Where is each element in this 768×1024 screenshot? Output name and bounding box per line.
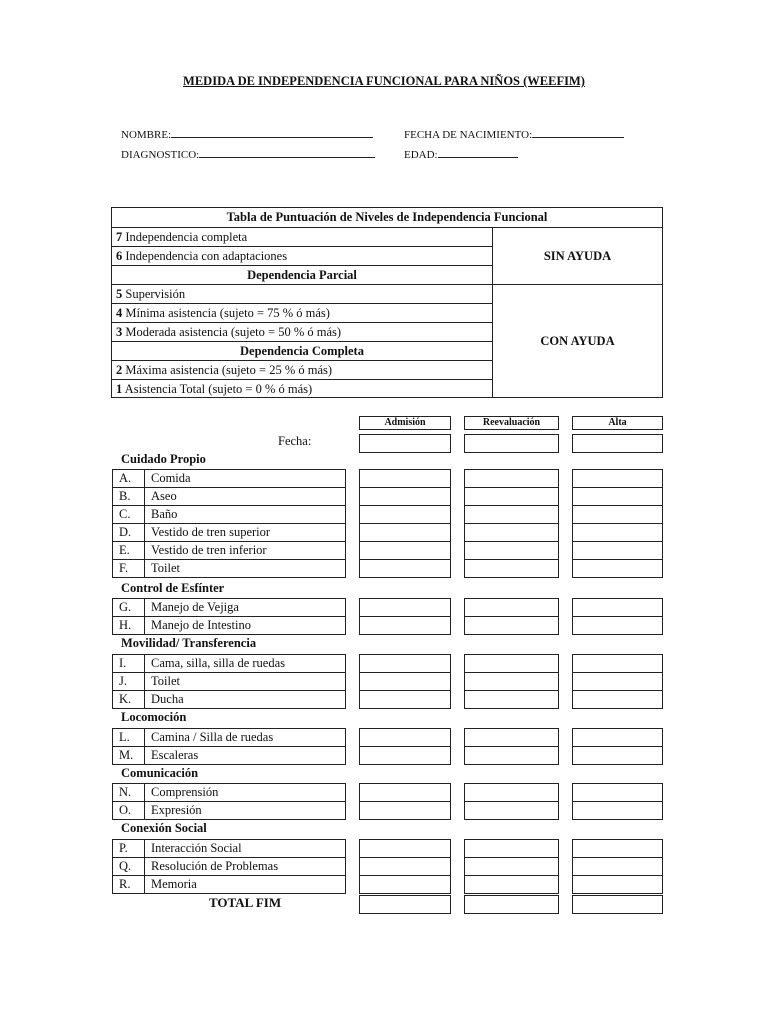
item-name: Cama, silla, silla de ruedas [151, 656, 285, 670]
fecha-nacimiento-field[interactable] [404, 128, 624, 141]
score-cell-alta[interactable] [572, 469, 663, 488]
score-cell-admision[interactable] [359, 487, 451, 506]
score-cell-reevaluacion[interactable] [464, 728, 559, 747]
item-letter: O. [113, 802, 145, 819]
level-row [112, 246, 492, 265]
item-name: Aseo [151, 489, 177, 503]
diagnostico-line [199, 148, 375, 158]
score-cell-reevaluacion[interactable] [464, 559, 559, 578]
total-cell-reevaluacion[interactable] [464, 895, 559, 914]
score-cell-alta[interactable] [572, 541, 663, 560]
level-number: 7 [116, 230, 123, 244]
score-cell-admision[interactable] [359, 598, 451, 617]
score-cell-admision[interactable] [359, 690, 451, 709]
level-row [112, 322, 492, 341]
section-title: Control de Esfínter [121, 581, 225, 595]
item-name: Vestido de tren superior [151, 525, 271, 539]
score-cell-alta[interactable] [572, 505, 663, 524]
score-cell-admision[interactable] [359, 875, 451, 894]
section-title: Cuidado Propio [121, 452, 206, 466]
score-cell-admision[interactable] [359, 559, 451, 578]
item-name: Ducha [151, 692, 184, 706]
level-row [112, 379, 492, 397]
level-group-heading: Dependencia Parcial [112, 265, 492, 284]
score-cell-alta[interactable] [572, 672, 663, 691]
sin-ayuda-label: SIN AYUDA [492, 227, 662, 284]
item-name: Escaleras [151, 748, 199, 762]
score-cell-admision[interactable] [359, 672, 451, 691]
levels-table [111, 207, 663, 398]
list-item [112, 598, 346, 617]
total-cell-admision[interactable] [359, 895, 451, 914]
score-cell-reevaluacion[interactable] [464, 875, 559, 894]
diagnostico-label: DIAGNOSTICO: [121, 149, 200, 161]
item-name: Manejo de Vejiga [151, 600, 239, 614]
score-cell-reevaluacion[interactable] [464, 839, 559, 858]
item-letter: F. [113, 560, 145, 577]
level-text: Asistencia Total (sujeto = 0 % ó más) [122, 382, 313, 396]
level-number: 3 [116, 325, 123, 339]
score-cell-admision[interactable] [359, 654, 451, 673]
score-cell-admision[interactable] [359, 523, 451, 542]
level-row [112, 284, 492, 303]
score-cell-reevaluacion[interactable] [464, 801, 559, 820]
list-item [112, 616, 346, 635]
level-group-heading: Dependencia Completa [112, 341, 492, 360]
level-text: Independencia con adaptaciones [122, 249, 288, 263]
level-number: 1 [116, 382, 123, 396]
score-cell-reevaluacion[interactable] [464, 598, 559, 617]
total-fim-label: TOTAL FIM [209, 895, 282, 910]
list-item [112, 505, 346, 524]
edad-label: EDAD: [404, 149, 438, 161]
fecha-nacimiento-label: FECHA DE NACIMIENTO: [404, 129, 533, 141]
item-letter: M. [113, 747, 145, 764]
total-cell-alta[interactable] [572, 895, 663, 914]
section-title: Locomoción [121, 710, 187, 724]
score-cell-admision[interactable] [359, 801, 451, 820]
level-row [112, 303, 492, 322]
nombre-line [171, 128, 373, 138]
item-letter: B. [113, 488, 145, 505]
level-row [112, 360, 492, 379]
fecha-nacimiento-line [532, 128, 624, 138]
column-header-admision: Admisión [359, 416, 451, 430]
form-title: MEDIDA DE INDEPENDENCIA FUNCIONAL PARA NIÑOS (WEEFIM) [183, 74, 585, 88]
item-name: Vestido de tren inferior [151, 543, 267, 557]
edad-line [438, 148, 518, 158]
score-cell-alta[interactable] [572, 559, 663, 578]
score-cell-alta[interactable] [572, 598, 663, 617]
column-header-alta: Alta [572, 416, 663, 430]
con-ayuda-label: CON AYUDA [492, 284, 662, 397]
item-letter: R. [113, 876, 145, 893]
diagnostico-field[interactable] [121, 148, 375, 161]
level-text: Supervisión [122, 287, 186, 301]
list-item [112, 839, 346, 858]
fecha-cell-alta[interactable] [572, 434, 663, 453]
list-item [112, 746, 346, 765]
section-title: Comunicación [121, 766, 199, 780]
item-letter: L. [113, 729, 145, 746]
item-letter: J. [113, 673, 145, 690]
item-name: Manejo de Intestino [151, 618, 251, 632]
score-cell-reevaluacion[interactable] [464, 857, 559, 876]
item-letter: N. [113, 784, 145, 801]
item-letter: A. [113, 470, 145, 487]
item-letter: K. [113, 691, 145, 708]
column-header-reevaluacion: Reevaluación [464, 416, 559, 430]
edad-field[interactable] [404, 148, 518, 161]
list-item [112, 783, 346, 802]
list-item [112, 523, 346, 542]
list-item [112, 469, 346, 488]
score-cell-alta[interactable] [572, 746, 663, 765]
score-cell-reevaluacion[interactable] [464, 487, 559, 506]
section-title: Conexión Social [121, 821, 207, 835]
score-cell-admision[interactable] [359, 783, 451, 802]
score-cell-reevaluacion[interactable] [464, 616, 559, 635]
list-item [112, 559, 346, 578]
nombre-label: NOMBRE: [121, 129, 172, 141]
score-cell-reevaluacion[interactable] [464, 523, 559, 542]
list-item [112, 487, 346, 506]
nombre-field[interactable] [121, 128, 373, 141]
list-item [112, 728, 346, 747]
level-text: Mínima asistencia (sujeto = 75 % ó más) [122, 306, 330, 320]
score-cell-admision[interactable] [359, 616, 451, 635]
score-cell-reevaluacion[interactable] [464, 783, 559, 802]
item-name: Toilet [151, 561, 180, 575]
score-cell-alta[interactable] [572, 487, 663, 506]
score-cell-alta[interactable] [572, 875, 663, 894]
item-letter: Q. [113, 858, 145, 875]
level-text: Independencia completa [122, 230, 248, 244]
score-cell-reevaluacion[interactable] [464, 654, 559, 673]
score-cell-reevaluacion[interactable] [464, 541, 559, 560]
score-cell-reevaluacion[interactable] [464, 690, 559, 709]
score-cell-admision[interactable] [359, 728, 451, 747]
score-cell-alta[interactable] [572, 654, 663, 673]
score-cell-admision[interactable] [359, 839, 451, 858]
item-letter: C. [113, 506, 145, 523]
score-cell-alta[interactable] [572, 839, 663, 858]
score-cell-alta[interactable] [572, 783, 663, 802]
item-name: Baño [151, 507, 178, 521]
score-cell-alta[interactable] [572, 801, 663, 820]
fecha-cell-admision[interactable] [359, 434, 451, 453]
item-letter: H. [113, 617, 145, 634]
item-name: Memoria [151, 877, 197, 891]
score-cell-alta[interactable] [572, 728, 663, 747]
fecha-cell-reevaluacion[interactable] [464, 434, 559, 453]
score-cell-alta[interactable] [572, 616, 663, 635]
level-number: 5 [116, 287, 123, 301]
score-cell-admision[interactable] [359, 857, 451, 876]
item-letter: I. [113, 655, 145, 672]
score-cell-reevaluacion[interactable] [464, 505, 559, 524]
score-cell-admision[interactable] [359, 746, 451, 765]
level-number: 4 [116, 306, 123, 320]
list-item [112, 654, 346, 673]
list-item [112, 801, 346, 820]
levels-table-heading: Tabla de Puntuación de Niveles de Independencia Funcional [226, 210, 548, 224]
level-text: Moderada asistencia (sujeto = 50 % ó más) [122, 325, 342, 339]
fecha-label: Fecha: [278, 434, 312, 448]
level-text: Máxima asistencia (sujeto = 25 % ó más) [122, 363, 333, 377]
item-name: Resolución de Problemas [151, 859, 279, 873]
score-cell-admision[interactable] [359, 469, 451, 488]
score-cell-reevaluacion[interactable] [464, 672, 559, 691]
item-letter: G. [113, 599, 145, 616]
item-letter: P. [113, 840, 145, 857]
item-name: Expresión [151, 803, 202, 817]
item-letter: E. [113, 542, 145, 559]
item-letter: D. [113, 524, 145, 541]
score-cell-alta[interactable] [572, 690, 663, 709]
list-item [112, 541, 346, 560]
list-item [112, 690, 346, 709]
section-title: Movilidad/ Transferencia [121, 636, 257, 650]
list-item [112, 672, 346, 691]
item-name: Camina / Silla de ruedas [151, 730, 274, 744]
list-item [112, 857, 346, 876]
item-name: Comida [151, 471, 191, 485]
item-name: Comprensión [151, 785, 219, 799]
level-number: 6 [116, 249, 123, 263]
score-cell-reevaluacion[interactable] [464, 746, 559, 765]
list-item [112, 875, 346, 894]
score-cell-admision[interactable] [359, 541, 451, 560]
score-cell-alta[interactable] [572, 857, 663, 876]
item-name: Toilet [151, 674, 180, 688]
score-cell-alta[interactable] [572, 523, 663, 542]
score-cell-admision[interactable] [359, 505, 451, 524]
score-cell-reevaluacion[interactable] [464, 469, 559, 488]
level-number: 2 [116, 363, 123, 377]
level-row [112, 227, 492, 246]
item-name: Interacción Social [151, 841, 242, 855]
